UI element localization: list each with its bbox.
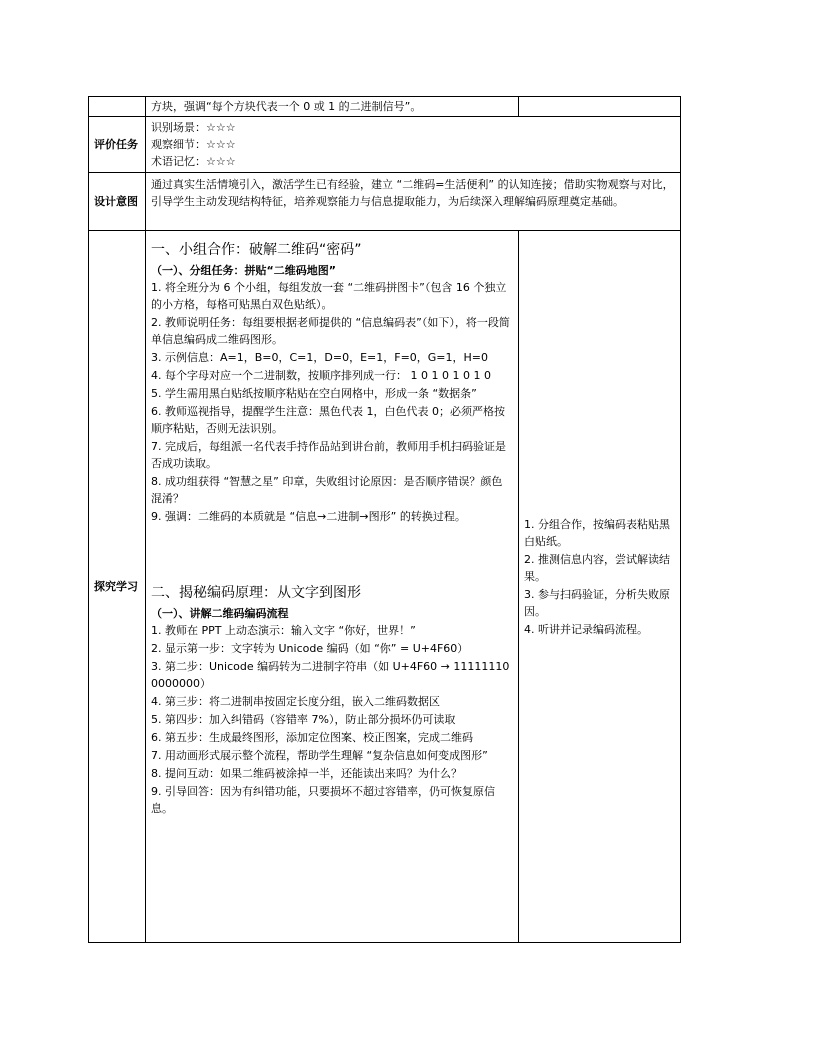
evaluation-item bbox=[151, 136, 675, 153]
section1-subtitle: （一）、分组任务：拼贴“二维码地图” bbox=[151, 264, 336, 277]
evaluation-item-name: 术语记忆： bbox=[151, 155, 206, 168]
list-item: 5. 第四步：加入纠错码（容错率 7%），防止部分损坏仍可读取 bbox=[151, 713, 456, 726]
evaluation-label: 评价任务 bbox=[89, 117, 146, 173]
empty-activity-cell bbox=[519, 97, 681, 117]
student-activities bbox=[519, 231, 681, 943]
list-item: 8. 成功组获得 “智慧之星” 印章，失败组讨论原因：是否顺序错误？颜色混淆？ bbox=[151, 475, 503, 505]
section2-title: 二、揭秘编码原理：从文字到图形 bbox=[151, 585, 361, 601]
list-item: 4. 第三步：将二进制串按固定长度分组，嵌入二维码数据区 bbox=[151, 695, 440, 708]
list-item: 9. 引导回答：因为有纠错功能，只要损坏不超过容错率，仍可恢复原信息。 bbox=[151, 785, 495, 815]
list-item: 4. 听讲并记录编码流程。 bbox=[524, 623, 648, 636]
list-item: 5. 学生需用黑白贴纸按顺序粘贴在空白网格中，形成一条 “数据条” bbox=[151, 387, 477, 400]
star-rating-icon: ☆☆☆ bbox=[206, 138, 236, 151]
list-item: 3. 示例信息：A=1，B=0，C=1，D=0，E=1，F=0，G=1，H=0 bbox=[151, 351, 489, 364]
list-item: 7. 完成后，每组派一名代表手持作品站到讲台前，教师用手机扫码验证是否成功读取。 bbox=[151, 440, 506, 470]
inquiry-row bbox=[89, 231, 681, 943]
list-item: 6. 第五步：生成最终图形，添加定位图案、校正图案，完成二维码 bbox=[151, 731, 473, 744]
evaluation-item bbox=[151, 153, 675, 170]
evaluation-item-name: 观察细节： bbox=[151, 138, 206, 151]
list-item: 1. 教师在 PPT 上动态演示：输入文字 “你好，世界！” bbox=[151, 624, 416, 637]
evaluation-content bbox=[146, 117, 681, 173]
star-rating-icon: ☆☆☆ bbox=[206, 121, 236, 134]
design-intent-row bbox=[89, 173, 681, 231]
inquiry-content bbox=[146, 231, 519, 943]
section2-subtitle: （一）、讲解二维码编码流程 bbox=[151, 607, 289, 620]
list-item: 3. 第二步：Unicode 编码转为二进制字符串（如 U+4F60 → 111111100000000） bbox=[151, 660, 510, 690]
list-item: 2. 推测信息内容，尝试解读结果。 bbox=[524, 553, 670, 583]
list-item: 9. 强调：二维码的本质就是 “信息→二进制→图形” 的转换过程。 bbox=[151, 510, 466, 523]
list-item: 2. 教师说明任务：每组要根据老师提供的 “信息编码表”（如下），将一段简单信息编码成二维码图形。 bbox=[151, 316, 510, 346]
list-item: 6. 教师巡视指导，提醒学生注意：黑色代表 1，白色代表 0；必须严格按顺序粘贴，否则无法识别。 bbox=[151, 405, 505, 435]
evaluation-item bbox=[151, 119, 675, 136]
list-item: 1. 分组合作，按编码表粘贴黑白贴纸。 bbox=[524, 518, 670, 548]
design-intent-label: 设计意图 bbox=[89, 173, 146, 231]
section2-steps bbox=[151, 622, 513, 817]
list-item: 1. 将全班分为 6 个小组，每组发放一套 “二维码拼图卡”（包含 16 个独立的小方格，每格可贴黑白双色贴纸）。 bbox=[151, 281, 507, 311]
list-item: 7. 用动画形式展示整个流程，帮助学生理解 “复杂信息如何变成图形” bbox=[151, 749, 488, 762]
inquiry-label: 探究学习 bbox=[89, 231, 146, 943]
list-item: 2. 显示第一步：文字转为 Unicode 编码（如 “你” = U+4F60） bbox=[151, 642, 469, 655]
list-item: 4. 每个字母对应一个二进制数，按顺序排列成一行： 1 0 1 0 1 0 1 0 bbox=[151, 369, 491, 382]
evaluation-row bbox=[89, 117, 681, 173]
continuation-row bbox=[89, 97, 681, 117]
design-intent-text: 通过真实生活情境引入，激活学生已有经验，建立 “二维码=生活便利” 的认知连接；借助实物观察与对比，引导学生主动发现结构特征，培养观察能力与信息提取能力，为后续深入理解编码原理奠定基础。 bbox=[146, 173, 681, 231]
lesson-plan-table bbox=[88, 96, 681, 943]
list-item: 3. 参与扫码验证，分析失败原因。 bbox=[524, 588, 670, 618]
section1-title: 一、小组合作：破解二维码“密码” bbox=[151, 242, 362, 258]
section1-steps bbox=[151, 279, 513, 525]
list-item: 8. 提问互动：如果二维码被涂掉一半，还能读出来吗？为什么？ bbox=[151, 767, 462, 780]
evaluation-item-name: 识别场景： bbox=[151, 121, 206, 134]
empty-label-cell bbox=[89, 97, 146, 117]
continuation-text: 方块，强调“每个方块代表一个 0 或 1 的二进制信号”。 bbox=[146, 97, 519, 117]
star-rating-icon: ☆☆☆ bbox=[206, 155, 236, 168]
